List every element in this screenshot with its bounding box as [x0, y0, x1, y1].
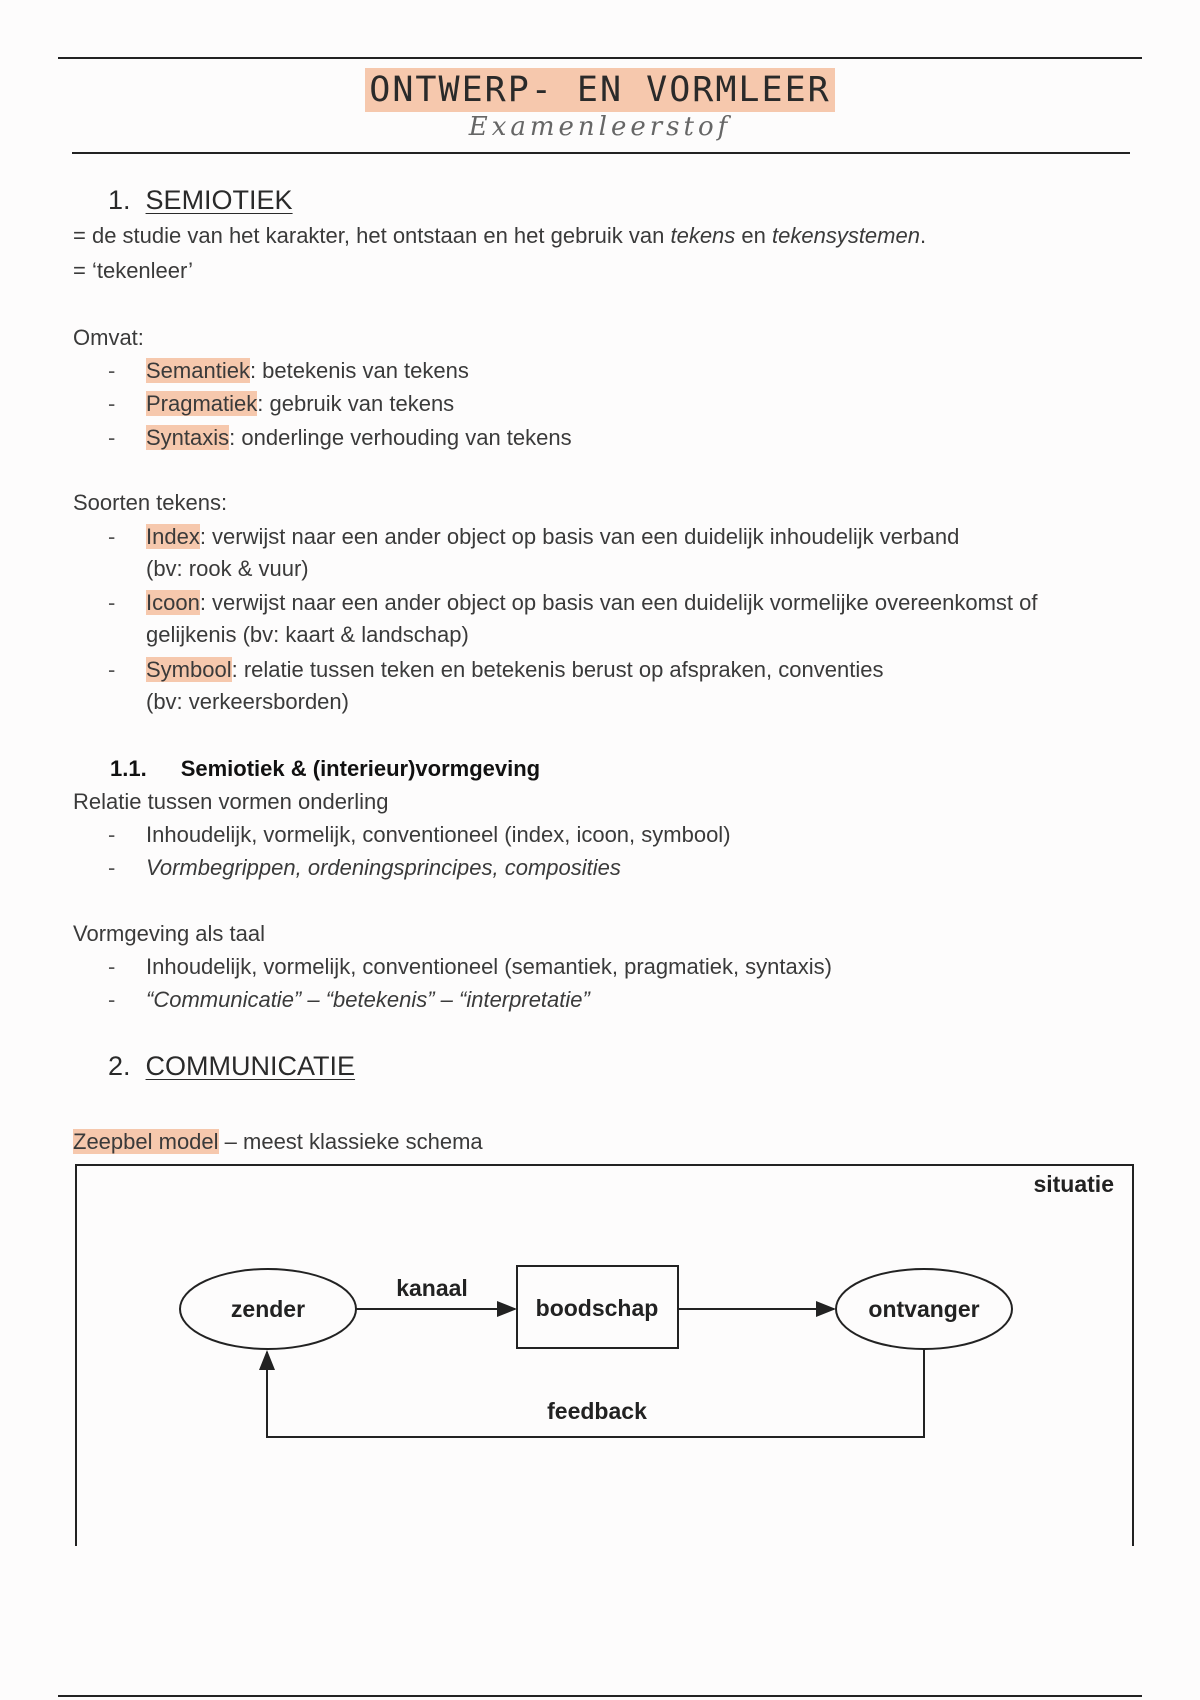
document-subtitle: Examenleerstof: [468, 112, 732, 142]
omvat-label: Omvat:: [73, 325, 144, 350]
soorten-label: Soorten tekens:: [73, 490, 228, 515]
zender-label: zender: [230, 1296, 306, 1322]
situatie-label: situatie: [1033, 1171, 1114, 1197]
boodschap-label: boodschap: [535, 1295, 659, 1321]
document-title: ONTWERP- EN VORMLEER: [0, 70, 1200, 110]
diagram-svg: [77, 1166, 1132, 1546]
taal-label: Vormgeving als taal: [73, 921, 265, 946]
list-item: Syntaxis: onderlinge verhouding van tekens: [146, 425, 572, 450]
list-item: Icoon: verwijst naar een ander object op basis van een duidelijk vormelijke overeenkomst of: [146, 590, 1038, 615]
list-item: Vormbegrippen, ordeningsprincipes, composities: [146, 855, 621, 880]
section-1-1-heading: 1.1. Semiotiek & (interieur)vormgeving: [110, 756, 541, 781]
list-item: Inhoudelijk, vormelijk, conventioneel (semantiek, pragmatiek, syntaxis): [146, 954, 832, 979]
communication-diagram: [75, 1164, 1134, 1546]
list-item: Inhoudelijk, vormelijk, conventioneel (index, icoon, symbool): [146, 822, 731, 847]
list-item: Index: verwijst naar een ander object op basis van een duidelijk inhoudelijk verband: [146, 524, 960, 549]
semiotiek-definition: = de studie van het karakter, het ontstaan en het gebruik van tekens en tekensystemen.: [73, 223, 927, 248]
bottom-rule: [58, 1695, 1142, 1697]
ontvanger-label: ontvanger: [868, 1296, 980, 1322]
section-1-heading: 1. SEMIOTIEK: [108, 185, 293, 215]
list-item: Pragmatiek: gebruik van tekens: [146, 391, 455, 416]
list-item: Symbool: relatie tussen teken en betekenis berust op afspraken, conventies: [146, 657, 884, 682]
section-2-heading: 2. COMMUNICATIE: [108, 1051, 356, 1081]
semiotiek-definition-2: = ‘tekenleer’: [73, 258, 194, 283]
zeepbel-label: Zeepbel model – meest klassieke schema: [73, 1129, 483, 1154]
feedback-label: feedback: [547, 1398, 647, 1424]
list-item-continuation: gelijkenis (bv: kaart & landschap): [146, 622, 469, 647]
title-rule: [72, 152, 1130, 154]
relatie-label: Relatie tussen vormen onderling: [73, 789, 389, 814]
top-rule: [58, 57, 1142, 59]
list-item-continuation: (bv: rook & vuur): [146, 556, 309, 581]
list-item: Semantiek: betekenis van tekens: [146, 358, 469, 383]
kanaal-label: kanaal: [396, 1275, 468, 1301]
list-item: “Communicatie” – “betekenis” – “interpretatie”: [146, 987, 590, 1012]
list-item-continuation: (bv: verkeersborden): [146, 689, 349, 714]
